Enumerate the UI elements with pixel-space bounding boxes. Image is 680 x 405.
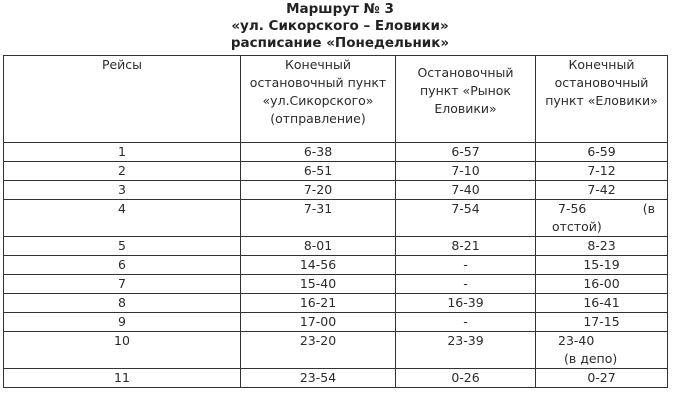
route-number: Маршрут № 3 [286,1,394,17]
trip-number: 4 [4,200,241,237]
time-sikorskogo: 16-21 [241,294,396,313]
time-eloviki: 8-23 [536,237,668,256]
table-header-row [4,56,668,143]
table-row [4,275,668,294]
time-sikorskogo: 6-51 [241,162,396,181]
eloviki-note-cell [538,332,665,368]
time-eloviki [536,332,668,369]
time-sikorskogo: 8-01 [241,237,396,256]
header-eloviki: Конечный остановочный пункт «Еловики» [536,56,668,143]
trip-number: 8 [4,294,241,313]
eloviki-note-cell [538,200,665,236]
time-rynok: - [396,313,536,332]
trip-number: 10 [4,332,241,369]
eloviki-note: (в депо) [564,351,618,366]
header-trips: Рейсы [4,56,241,143]
time-sikorskogo: 14-56 [241,256,396,275]
time-eloviki: 15-19 [536,256,668,275]
eloviki-time: 23-40 [558,333,595,348]
schedule-title [0,1,680,52]
trip-number: 5 [4,237,241,256]
time-rynok: 7-40 [396,181,536,200]
eloviki-time: 7-56 [558,201,587,216]
time-sikorskogo: 6-38 [241,143,396,162]
time-rynok: 8-21 [396,237,536,256]
time-rynok: - [396,256,536,275]
table-row [4,369,668,388]
time-rynok: 23-39 [396,332,536,369]
time-eloviki: 6-59 [536,143,668,162]
table-row [4,332,668,369]
trip-number: 1 [4,143,241,162]
time-rynok: 0-26 [396,369,536,388]
time-eloviki: 16-00 [536,275,668,294]
time-rynok: 6-57 [396,143,536,162]
trip-number: 2 [4,162,241,181]
table-row [4,237,668,256]
trip-number: 11 [4,369,241,388]
table-row [4,313,668,332]
time-eloviki [536,200,668,237]
time-sikorskogo: 15-40 [241,275,396,294]
time-eloviki: 16-41 [536,294,668,313]
time-sikorskogo: 17-00 [241,313,396,332]
schedule-table [3,55,668,388]
trip-number: 3 [4,181,241,200]
trip-number: 6 [4,256,241,275]
time-sikorskogo: 7-31 [241,200,396,237]
time-eloviki: 0-27 [536,369,668,388]
table-row [4,294,668,313]
eloviki-note-open: (в [642,201,655,216]
time-eloviki: 17-15 [536,313,668,332]
time-rynok: 7-54 [396,200,536,237]
table-row [4,181,668,200]
header-sikorskogo: Конечный остановочный пункт «ул.Сикорского» (отправление) [241,56,396,143]
time-eloviki: 7-42 [536,181,668,200]
eloviki-note: отстой) [552,219,602,234]
header-rynok-eloviki: Остановочный пункт «Рынок Еловики» [396,56,536,143]
table-row [4,256,668,275]
time-rynok: 16-39 [396,294,536,313]
table-row [4,143,668,162]
time-sikorskogo: 7-20 [241,181,396,200]
time-rynok: 7-10 [396,162,536,181]
table-row [4,162,668,181]
time-eloviki: 7-12 [536,162,668,181]
time-rynok: - [396,275,536,294]
time-sikorskogo: 23-54 [241,369,396,388]
trip-number: 9 [4,313,241,332]
trip-number: 7 [4,275,241,294]
route-name: «ул. Сикорского – Еловики» [231,18,449,34]
schedule-day: расписание «Понедельник» [230,35,450,51]
table-row [4,200,668,237]
time-sikorskogo: 23-20 [241,332,396,369]
